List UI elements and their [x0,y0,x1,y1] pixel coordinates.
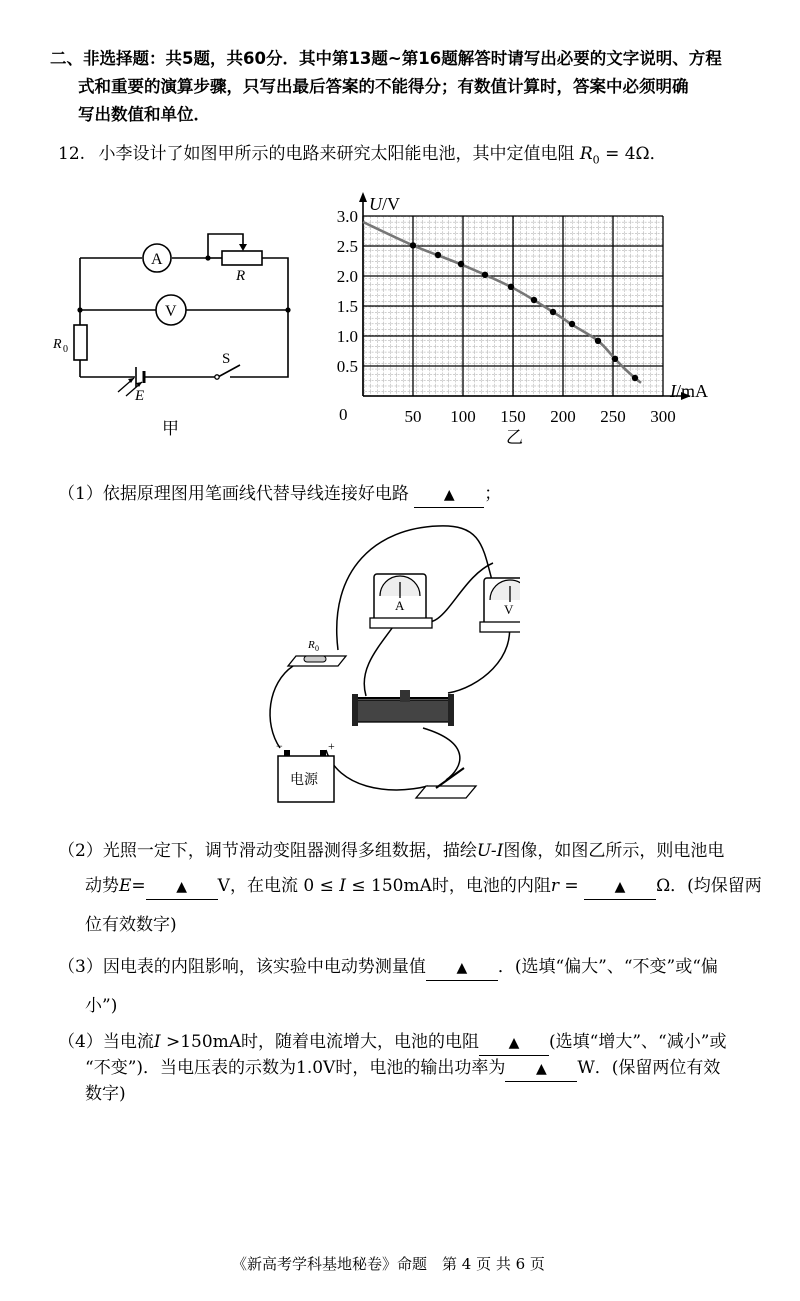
chart-x-axis-label: I/mA [670,381,709,401]
y-tick-label: 1.0 [336,327,358,346]
power-source-device [276,739,335,802]
data-point [595,338,601,344]
svg-text:+: + [328,739,335,753]
question-12-stem: 12. 小李设计了如图甲所示的电路来研究太阳能电池，其中定值电阻 $R_0 = 4\Omega$． [58,144,667,167]
data-point [482,272,488,278]
data-point [508,284,514,290]
section-header-line1: 二、非选择题：共5题，共60分．其中第13题~第16题解答时请写出必要的文字说明、方程 [50,49,722,68]
section-header-line3: 写出数值和单位． [78,105,210,124]
answer-blank-output-power[interactable]: ▲ [505,1057,577,1082]
svg-text:V: V [504,602,514,617]
svg-text:0: 0 [63,344,68,355]
y-tick-label: 3.0 [336,207,358,226]
part-2-line1: （2）光照一定下，调节滑动变阻器测得多组数据，描绘U-I图像，如图乙所示，则电池电 [58,841,725,861]
x-tick-label: 250 [600,407,626,426]
part-4-line2: “不变”)．当电压表的示数为1.0V时，电池的输出功率为 ▲ W．(保留两位有效 [85,1056,720,1082]
x-tick-label: 100 [450,407,476,426]
figure-caption-yi: 乙 [506,428,523,447]
switch-device [416,768,476,798]
apparatus-diagram [258,518,520,806]
data-point [612,356,618,362]
solar-cell-symbol [118,367,144,404]
part-3-line1: （3）因电表的内阻影响，该实验中电动势测量值 ▲ ．(选填“偏大”、“不变”或“偏 [58,955,718,981]
svg-text:R: R [53,337,62,352]
chart-y-axis-label: U/V [369,194,400,214]
x-tick-label: 50 [404,407,422,426]
part-2-line2: 动势E= ▲ V，在电流 0 ≤ I ≤ 150mA时，电池的内阻r = ▲ Ω．(均保留两 [85,874,762,900]
y-tick-label: 0.5 [336,357,358,376]
ammeter-symbol [143,244,171,272]
data-point [435,252,441,258]
section-header-line2: 式和重要的演算步骤，只写出最后答案的不能得分；有数值计算时，答案中必须明确 [78,77,689,96]
data-point [569,321,575,327]
y-axis-arrow [359,192,367,202]
rheostat-device [352,690,454,726]
answer-blank-resistance-trend[interactable]: ▲ [479,1031,549,1056]
voltmeter-device [480,578,520,632]
data-point [458,261,464,267]
answer-blank-emf-bias[interactable]: ▲ [426,956,498,981]
answer-blank-internal-resistance[interactable]: ▲ [584,875,656,900]
ammeter-device [370,574,432,628]
y-tick-label: 1.5 [336,297,358,316]
data-point [531,297,537,303]
svg-text:A: A [151,251,163,268]
part-4-line1: （4）当电流I >150mA时，随着电流增大，电池的电阻 ▲ (选填“增大”、“减小”或 [58,1030,726,1056]
part-4-line3: 数字) [85,1084,126,1104]
part-3-line2: 小”) [85,996,118,1016]
svg-text:0: 0 [315,644,319,653]
svg-text:E: E [135,388,145,404]
y-tick-label: 2.0 [336,267,358,286]
x-tick-label: 300 [650,407,676,426]
ui-chart-yi [325,188,720,450]
data-point [410,242,416,248]
x-tick-label: 200 [550,407,576,426]
data-point [550,309,556,315]
data-point [632,375,638,381]
part-1: （1）依据原理图用笔画线代替导线连接好电路 ▲ ； [58,482,501,508]
page-footer: 《新高考学科基地秘卷》命题 第 4 页 共 6 页 [232,1255,545,1273]
figure-caption-jia: 甲 [162,419,179,438]
voltmeter-symbol [156,295,186,325]
rheostat-symbol [222,244,262,284]
svg-text:R: R [308,639,315,651]
circuit-diagram-jia [50,220,300,445]
svg-text:R: R [236,268,246,284]
x-tick-label: 150 [500,407,526,426]
answer-blank-1[interactable]: ▲ [414,483,484,508]
chart-origin-label: 0 [339,405,348,424]
y-tick-label: 2.5 [336,237,358,256]
part-2-line3: 位有效数字) [85,915,177,935]
switch-label: S [222,351,231,367]
svg-text:A: A [395,598,405,613]
svg-text:V: V [165,303,177,320]
resistor-r0-symbol [52,325,87,360]
question-number: 12. [58,144,86,164]
answer-blank-emf[interactable]: ▲ [146,875,218,900]
svg-text:−: − [276,739,283,753]
svg-text:电源: 电源 [290,773,318,788]
